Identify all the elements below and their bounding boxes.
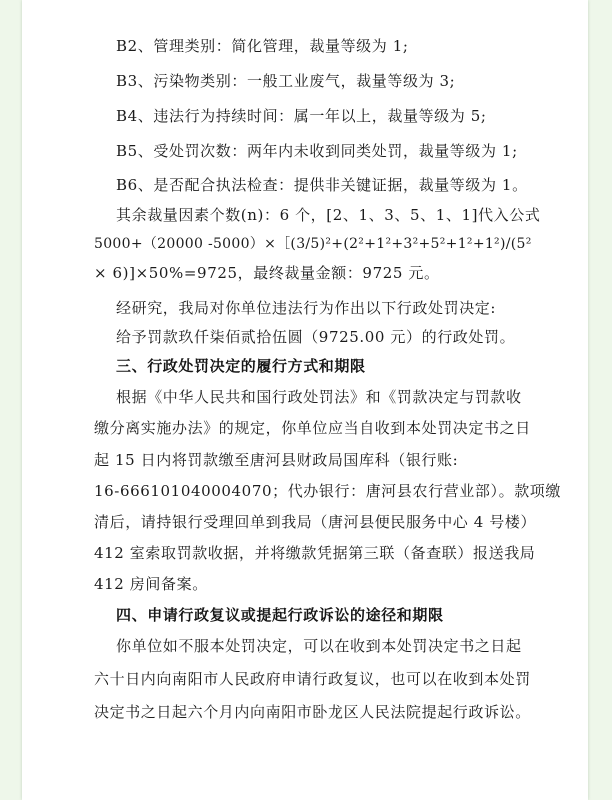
discretion-item-b6: B6、是否配合执法检查：提供非关键证据，裁量等级为 1。 — [116, 176, 528, 194]
paragraph-line: 清后，请持银行受理回单到我局（唐河县便民服务中心 4 号楼） — [94, 513, 537, 531]
paragraph-line: 你单位如不服本处罚决定，可以在收到本处罚决定书之日起 — [116, 637, 522, 655]
discretion-item-b2: B2、管理类别：简化管理，裁量等级为 1; — [116, 37, 409, 55]
paragraph-line: 412 房间备案。 — [94, 575, 208, 593]
paragraph-line: 决定书之日起六个月内向南阳市卧龙区人民法院提起行政诉讼。 — [94, 703, 531, 721]
penalty-amount-line: 给予罚款玖仟柒佰贰拾伍圆（9725.00 元）的行政处罚。 — [116, 328, 516, 346]
formula-line-1: 5000+（20000 -5000）×［(3/5)²+(2²+1²+3²+5²+1²+1²)/(5² — [94, 236, 532, 252]
discretion-item-b3: B3、污染物类别：一般工业废气，裁量等级为 3; — [116, 72, 456, 90]
document-page — [22, 0, 588, 800]
decision-intro-line: 经研究，我局对你单位违法行为作出以下行政处罚决定: — [116, 299, 497, 317]
formula-intro-line: 其余裁量因素个数(n)：6 个，[2、1、3、5、1、1]代入公式 — [116, 206, 541, 224]
discretion-item-b5: B5、受处罚次数：两年内未收到同类处罚，裁量等级为 1; — [116, 142, 518, 160]
bank-account-line: 16-666101040004070；代办银行：唐河县农行营业部）。款项缴 — [94, 482, 562, 500]
paragraph-line: 缴分离实施办法》的规定，你单位应当自收到本处罚决定书之日 — [94, 419, 531, 437]
paragraph-line: 根据《中华人民共和国行政处罚法》和《罚款决定与罚款收 — [116, 388, 522, 406]
section-heading-performance: 三、行政处罚决定的履行方式和期限 — [116, 357, 366, 375]
paragraph-line: 六十日内向南阳市人民政府申请行政复议，也可以在收到本处罚 — [94, 670, 531, 688]
paragraph-line: 起 15 日内将罚款缴至唐河县财政局国库科（银行账: — [94, 451, 459, 469]
formula-line-2: × 6)]×50%=9725，最终裁量金额：9725 元。 — [94, 264, 440, 282]
section-heading-appeal: 四、申请行政复议或提起行政诉讼的途径和期限 — [116, 606, 444, 624]
paragraph-line: 412 室索取罚款收据，并将缴款凭据第三联（备查联）报送我局 — [94, 544, 536, 562]
discretion-item-b4: B4、违法行为持续时间：属一年以上，裁量等级为 5; — [116, 107, 487, 125]
